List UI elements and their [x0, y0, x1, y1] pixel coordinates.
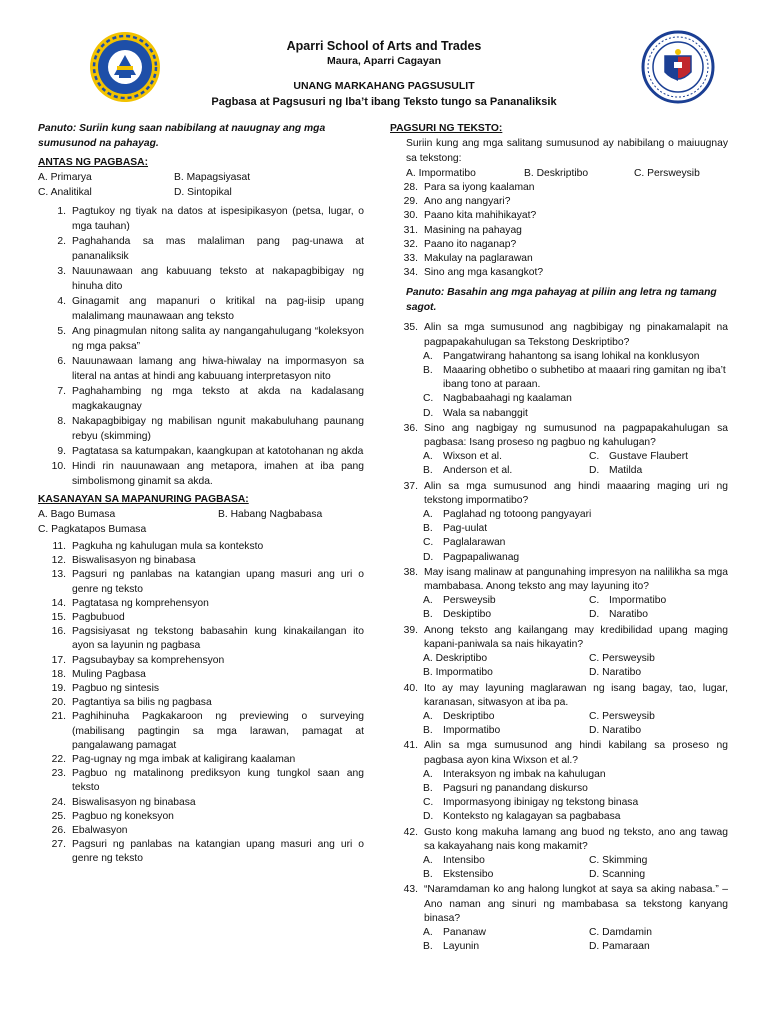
- exam-title: UNANG MARKAHANG PAGSUSULIT: [293, 80, 475, 92]
- choice-text: D. Naratibo: [589, 667, 642, 679]
- item-text: Makulay na paglarawan: [424, 253, 533, 265]
- item-number: 34.: [403, 267, 418, 279]
- question-text: Ito ay may layuning maglarawan ng isang bagay, tao, lugar, karanasan, sitwasyon at iba pa.: [424, 682, 728, 708]
- choice-letter: B.: [423, 782, 433, 794]
- option-c: C. Persweysib: [634, 168, 700, 179]
- item-number: 26.: [51, 825, 66, 837]
- item-text: Pagbubuod: [72, 612, 125, 624]
- list-item: [38, 324, 364, 354]
- list-item: [38, 568, 364, 596]
- choice-text: Pananaw: [443, 926, 486, 938]
- choice: [390, 364, 728, 392]
- choice: [589, 868, 728, 882]
- pagsuri-description: Suriin kung ang mga salitang sumusunod ay nabibilang o maiuugnay sa tekstong:: [406, 138, 728, 164]
- choice-letter: D.: [589, 609, 600, 621]
- list-item: [38, 384, 364, 414]
- item-text: Pagsuri ng panlabas na katangian upang masuri ang uri o genre ng teksto: [72, 569, 364, 595]
- list-item: [38, 810, 364, 824]
- instruction-right: Panuto: Basahin ang mga pahayag at piliin ang letra ng tamang sagot.: [406, 287, 717, 314]
- choice-text: Konteksto ng kalagayan sa pagbabasa: [443, 811, 621, 823]
- item-number: 20.: [51, 697, 66, 709]
- multiple-choice-questions: [390, 321, 728, 954]
- choice-text: Nagbabaahagi ng kaalaman: [443, 393, 572, 405]
- item-number: 33.: [403, 253, 418, 265]
- choice-letter: D.: [423, 811, 434, 823]
- item-number: 24.: [51, 796, 66, 808]
- item-number: 2.: [57, 236, 66, 247]
- list-item: [390, 224, 728, 238]
- choice: [423, 710, 589, 724]
- item-text: Pagbuo ng sintesis: [72, 683, 160, 695]
- choice-letter: A.: [423, 451, 433, 463]
- question-stem: [390, 422, 728, 450]
- item-text: Pagtatasa sa katumpakan, kaangkupan at katotohanan ng akda: [72, 446, 364, 457]
- item-number: 10.: [51, 461, 66, 472]
- question-text: Gusto kong makuha lamang ang buod ng teksto, ano ang tawag sa kakayahang nais kong makamit?: [424, 826, 728, 852]
- list-item: [390, 252, 728, 266]
- antas-items: [38, 204, 364, 489]
- choice: [390, 536, 728, 550]
- question-stem: [390, 480, 728, 508]
- item-number: 32.: [403, 238, 418, 250]
- question-40: [390, 682, 728, 739]
- item-text: Sino ang mga kasangkot?: [424, 267, 544, 279]
- question-number: 39.: [403, 624, 418, 636]
- choice-row: [390, 940, 728, 954]
- item-text: Muling Pagbasa: [72, 668, 146, 680]
- list-item: [38, 294, 364, 324]
- school-address: Maura, Aparri Cagayan: [327, 55, 441, 67]
- choice-row: [390, 666, 728, 680]
- choice-text: Paglalarawan: [443, 537, 506, 549]
- question-number: 43.: [403, 884, 418, 896]
- choice-row: [390, 724, 728, 738]
- choice-text: Intensibo: [443, 854, 485, 866]
- right-column: [390, 121, 728, 955]
- option-b: B. Mapagsiyasat: [174, 172, 251, 183]
- choice-row: [390, 652, 728, 666]
- question-text: Anong teksto ang kailangang may kredibilidad upang maging kapani-paniwala sa nais hikayatin?: [424, 624, 728, 650]
- choice: [390, 768, 728, 782]
- choice: [423, 450, 589, 464]
- choice: [390, 782, 728, 796]
- choice: [423, 724, 589, 738]
- item-number: 31.: [403, 224, 418, 236]
- item-number: 22.: [51, 754, 66, 766]
- question-stem: [390, 682, 728, 710]
- question-number: 36.: [403, 422, 418, 434]
- section-title-pagsuri: PAGSURI NG TEKSTO:: [390, 123, 503, 134]
- item-text: Pagtukoy ng tiyak na datos at ispesipikasyon (petsa, lugar, o mga tauhan): [72, 206, 364, 232]
- item-text: Para sa iyong kaalaman: [424, 182, 535, 193]
- option-d: D. Sintopikal: [174, 187, 232, 198]
- choice: [589, 940, 728, 954]
- item-number: 3.: [57, 266, 66, 277]
- choice-letter: D.: [423, 551, 434, 563]
- left-column: [38, 121, 364, 867]
- choice-text: Gustave Flaubert: [609, 451, 688, 463]
- question-stem: [390, 321, 728, 349]
- question-number: 42.: [403, 826, 418, 838]
- list-item: [38, 625, 364, 653]
- list-item: [38, 696, 364, 710]
- item-text: Pagtatasa ng komprehensyon: [72, 597, 209, 609]
- choice: [589, 710, 728, 724]
- choice-text: Pag-uulat: [443, 523, 488, 535]
- choice-row: [390, 608, 728, 622]
- list-item: [38, 234, 364, 264]
- item-text: Pagsubaybay sa komprehensyon: [72, 654, 225, 666]
- list-item: [38, 354, 364, 384]
- item-text: Nauunawaan ang kabuuang teksto at nakapagbibigay ng hinuha dito: [72, 266, 364, 292]
- choice-letter: A.: [423, 926, 433, 938]
- school-name: Aparri School of Arts and Trades: [286, 39, 482, 53]
- choice: [589, 854, 728, 868]
- choice-row: [390, 926, 728, 940]
- item-text: Biswalisasyon ng binabasa: [72, 796, 196, 808]
- list-item: [38, 204, 364, 234]
- choice-text: Pagsuri ng panandang diskurso: [443, 782, 588, 794]
- list-item: [38, 753, 364, 767]
- item-text: Paghihinuha Pagkakaroon ng previewing o surveying (mabilisang pagtingin sa mga larawan, pamagat at pangalawang pamagat: [72, 711, 364, 751]
- choice: [589, 652, 728, 666]
- item-number: 16.: [51, 626, 66, 638]
- choice: [589, 594, 728, 608]
- item-number: 4.: [57, 296, 66, 307]
- list-item: [38, 767, 364, 795]
- item-number: 11.: [52, 541, 66, 552]
- choice: [390, 392, 728, 406]
- item-text: Pag-ugnay ng mga imbak at kaligirang kaalaman: [72, 754, 296, 766]
- choice-text: Wixson et al.: [443, 451, 502, 463]
- choice-letter: A.: [423, 509, 433, 521]
- option-a: A. Primarya: [38, 172, 92, 183]
- item-number: 9.: [57, 446, 66, 457]
- document-header: [0, 0, 768, 118]
- item-number: 5.: [57, 326, 66, 337]
- choice-text: A. Deskriptibo: [423, 653, 488, 665]
- choice-letter: C.: [589, 451, 600, 463]
- list-item: [390, 195, 728, 209]
- item-text: Pagsisiyasat ng tekstong babasahin kung kinakailangan ito ayon sa layunin ng pagbasa: [72, 626, 364, 652]
- item-text: Hindi rin nauunawaan ang metapora, imahen at iba pang simbolismong ginamit sa akda.: [72, 461, 364, 487]
- list-item: [38, 554, 364, 568]
- item-text: Paghahambing ng mga teksto at akda na kadalasang magkakaugnay: [72, 386, 364, 412]
- item-number: 14.: [51, 597, 66, 609]
- question-text: Sino ang nagbigay ng sumusunod na pagpapakahulugan sa pagbasa: Isang proseso ng pagbuo ng kahulugan?: [424, 422, 728, 449]
- list-item: [38, 540, 364, 554]
- choice: [423, 940, 589, 954]
- antas-options: [38, 170, 364, 200]
- choice: [390, 407, 728, 421]
- choice-letter: A.: [423, 710, 433, 722]
- item-text: Paghahanda sa mas malaliman pang pag-unawa at pananaliksik: [72, 236, 364, 262]
- item-text: Pagtantiya sa bilis ng pagbasa: [72, 697, 212, 709]
- list-item: [38, 668, 364, 682]
- question-38: [390, 566, 728, 623]
- choice-text: Ekstensibo: [443, 869, 494, 881]
- list-item: [390, 238, 728, 252]
- choice-letter: A.: [423, 854, 433, 866]
- choice-text: C. Persweysib: [589, 710, 655, 722]
- list-item: [38, 682, 364, 696]
- choice-letter: A.: [423, 350, 433, 362]
- item-text: Ano ang nangyari?: [424, 196, 511, 208]
- choice: [390, 508, 728, 522]
- choice-letter: A.: [423, 595, 433, 607]
- choice-text: Impormasyong ibinigay ng tekstong binasa: [443, 797, 639, 809]
- item-number: 23.: [51, 768, 66, 780]
- option-a: A. Impormatibo: [406, 168, 476, 179]
- list-item: [390, 181, 728, 195]
- list-item: [38, 838, 364, 866]
- item-text: Paano kita mahihikayat?: [424, 210, 537, 222]
- item-number: 28.: [403, 182, 418, 193]
- item-text: Ginagamit ang mapanuri o kritikal na pag-iisip upang malalimang maunawaan ang teksto: [72, 296, 364, 322]
- item-text: Pagsuri ng panlabas na katangian upang masuri ang uri o genre ng teksto: [72, 839, 364, 865]
- question-42: [390, 826, 728, 883]
- choice-letter: D.: [423, 407, 434, 419]
- item-text: Masining na pahayag: [424, 224, 522, 236]
- choice-text: D. Naratibo: [589, 725, 642, 737]
- item-number: 19.: [51, 683, 66, 695]
- choice: [390, 796, 728, 810]
- choice-letter: B.: [423, 725, 433, 737]
- question-43: [390, 883, 728, 954]
- choice: [589, 724, 728, 738]
- choice-row: [390, 594, 728, 608]
- item-number: 1.: [57, 206, 66, 217]
- option-b: B. Habang Nagbabasa: [218, 509, 323, 520]
- choice-letter: B.: [423, 609, 433, 621]
- choice-text: Interaksyon ng imbak na kahulugan: [443, 768, 606, 780]
- choice: [423, 868, 589, 882]
- item-number: 18.: [51, 668, 66, 680]
- item-text: Ebalwasyon: [72, 825, 128, 837]
- question-number: 37.: [403, 480, 418, 492]
- choice-text: C. Damdamin: [589, 926, 652, 938]
- question-35: [390, 321, 728, 420]
- choice-text: Anderson et al.: [443, 465, 513, 477]
- choice-row: [390, 710, 728, 724]
- choice-letter: C.: [423, 797, 434, 809]
- choice: [589, 464, 728, 478]
- item-number: 7.: [57, 386, 66, 397]
- choice-row: [390, 464, 728, 478]
- choice-letter: C.: [589, 595, 600, 607]
- list-item: [38, 264, 364, 294]
- item-number: 8.: [57, 416, 66, 427]
- choice-row: [390, 868, 728, 882]
- choice: [423, 608, 589, 622]
- choice-text: Maaaring obhetibo o subhetibo at maaari ring gamitan ng iba’t ibang tono at paraan.: [443, 365, 726, 391]
- item-number: 6.: [57, 356, 66, 367]
- choice: [390, 350, 728, 364]
- choice: [423, 926, 589, 940]
- question-text: May isang malinaw at pangunahing impresyon na nalilikha sa mga mambabasa. Anong teksto ang may layuning ito?: [424, 566, 728, 593]
- choice-text: Matilda: [609, 465, 643, 477]
- choice-text: D. Scanning: [589, 869, 646, 881]
- choice-text: C. Persweysib: [589, 653, 655, 665]
- choice-text: Impormatibo: [443, 725, 501, 737]
- item-number: 30.: [403, 210, 418, 222]
- question-text: “Naramdaman ko ang halong lungkot at saya sa aking nabasa.” – Ano naman ang sinuri ng mambabasa sa tekstong kanyang binasa?: [424, 884, 728, 924]
- choice: [390, 551, 728, 565]
- choice-text: C. Skimming: [589, 854, 648, 866]
- choice: [589, 666, 728, 680]
- item-number: 17.: [51, 654, 66, 666]
- option-a: A. Bago Bumasa: [38, 509, 116, 520]
- list-item: [38, 444, 364, 459]
- list-item: [390, 209, 728, 223]
- choice-text: Naratibo: [609, 609, 648, 621]
- choice-row: [390, 450, 728, 464]
- choice-letter: B.: [423, 365, 433, 377]
- item-number: 27.: [51, 839, 66, 851]
- choice: [423, 666, 589, 680]
- choice: [423, 854, 589, 868]
- question-stem: [390, 883, 728, 926]
- instruction-left: Panuto: Suriin kung saan nabibilang at nauugnay ang mga sumusunod na pahayag.: [38, 123, 326, 149]
- question-number: 35.: [403, 322, 418, 334]
- item-text: Pagbuo ng matalinong prediksyon kung tungkol saan ang teksto: [72, 768, 364, 794]
- choice-text: Pagpapaliwanag: [443, 551, 520, 563]
- choice-text: Persweysib: [443, 595, 496, 607]
- item-number: 15.: [51, 612, 66, 624]
- choice-text: Pangatwirang hahantong sa isang lohikal na konklusyon: [443, 350, 700, 362]
- list-item: [38, 597, 364, 611]
- choice-text: Wala sa nabanggit: [443, 407, 528, 419]
- question-text: Alin sa mga sumusunod ang hindi maaaring maging uri ng tekstong impormatibo?: [424, 480, 728, 506]
- choice-text: Impormatibo: [609, 595, 667, 607]
- choice-letter: A.: [423, 768, 433, 780]
- question-stem: [390, 826, 728, 854]
- choice-row: [390, 854, 728, 868]
- option-c: C. Analitikal: [38, 187, 92, 198]
- pagsuri-options: [390, 166, 728, 181]
- item-number: 13.: [51, 569, 66, 581]
- choice-letter: B.: [423, 523, 433, 535]
- choice-text: Layunin: [443, 941, 480, 953]
- question-stem: [390, 739, 728, 767]
- question-41: [390, 739, 728, 824]
- choice: [589, 608, 728, 622]
- list-item: [38, 796, 364, 810]
- choice: [589, 926, 728, 940]
- item-text: Pagkuha ng kahulugan mula sa konteksto: [72, 541, 264, 552]
- choice-text: Paglahad ng totoong pangyayari: [443, 509, 592, 521]
- choice-letter: B.: [423, 941, 433, 953]
- choice-letter: C.: [423, 537, 434, 549]
- item-text: Biswalisasyon ng binabasa: [72, 555, 196, 567]
- question-36: [390, 422, 728, 479]
- item-text: Paano ito naganap?: [424, 238, 517, 250]
- list-item: [38, 414, 364, 444]
- list-item: [38, 654, 364, 668]
- kasanayan-options: [38, 507, 364, 537]
- item-text: Nauunawaan lamang ang hiwa-hiwalay na impormasyon sa literal na antas at hindi ang kabuuang interpretasyon nito: [72, 356, 364, 382]
- list-item: [38, 459, 364, 489]
- item-number: 29.: [403, 196, 418, 208]
- choice: [423, 594, 589, 608]
- kasanayan-items: [38, 540, 364, 867]
- choice-letter: D.: [589, 465, 600, 477]
- choice-letter: B.: [423, 869, 433, 881]
- item-text: Pagbuo ng koneksyon: [72, 810, 174, 822]
- question-stem: [390, 566, 728, 594]
- choice-text: Deskiptibo: [443, 609, 492, 621]
- list-item: [38, 611, 364, 625]
- choice: [423, 464, 589, 478]
- option-b: B. Deskriptibo: [524, 168, 589, 179]
- question-39: [390, 624, 728, 681]
- choice-text: Deskriptibo: [443, 710, 495, 722]
- choice-text: B. Impormatibo: [423, 667, 493, 679]
- question-37: [390, 480, 728, 565]
- question-number: 41.: [403, 740, 418, 752]
- choice: [589, 450, 728, 464]
- item-number: 12.: [51, 555, 66, 567]
- item-text: Ang pinagmulan nitong salita ay nangangahulugang “koleksyon ng mga paksa”: [72, 326, 364, 352]
- question-number: 38.: [403, 566, 418, 578]
- exam-subtitle: Pagbasa at Pagsusuri ng Iba’t ibang Teksto tungo sa Pananaliksik: [211, 96, 557, 108]
- list-item: [38, 824, 364, 838]
- list-item: [390, 266, 728, 280]
- list-item: [38, 710, 364, 753]
- pagsuri-items: [390, 181, 728, 280]
- question-text: Alin sa mga sumusunod ang hindi kabilang sa proseso ng pagbasa ayon kina Wixson et al.?: [424, 740, 728, 766]
- option-c: C. Pagkatapos Bumasa: [38, 524, 147, 535]
- section-title-antas: ANTAS NG PAGBASA:: [38, 157, 149, 168]
- question-number: 40.: [403, 682, 418, 694]
- section-title-kasanayan: KASANAYAN SA MAPANURING PAGBASA:: [38, 494, 249, 505]
- question-text: Alin sa mga sumusunod ang nagbibigay ng pinakamalapit na pagpapakahulugan sa Tekstong Deskriptibo?: [424, 322, 728, 348]
- choice-letter: C.: [423, 393, 434, 405]
- question-stem: [390, 624, 728, 652]
- choice-letter: B.: [423, 465, 433, 477]
- item-number: 25.: [51, 810, 66, 822]
- choice: [423, 652, 589, 666]
- choice-text: D. Pamaraan: [589, 941, 650, 953]
- choice: [390, 522, 728, 536]
- item-text: Nakapagbibigay ng mabilisan ngunit makabuluhang paunang rebyu (skimming): [72, 416, 364, 442]
- item-number: 21.: [51, 711, 66, 723]
- choice: [390, 810, 728, 824]
